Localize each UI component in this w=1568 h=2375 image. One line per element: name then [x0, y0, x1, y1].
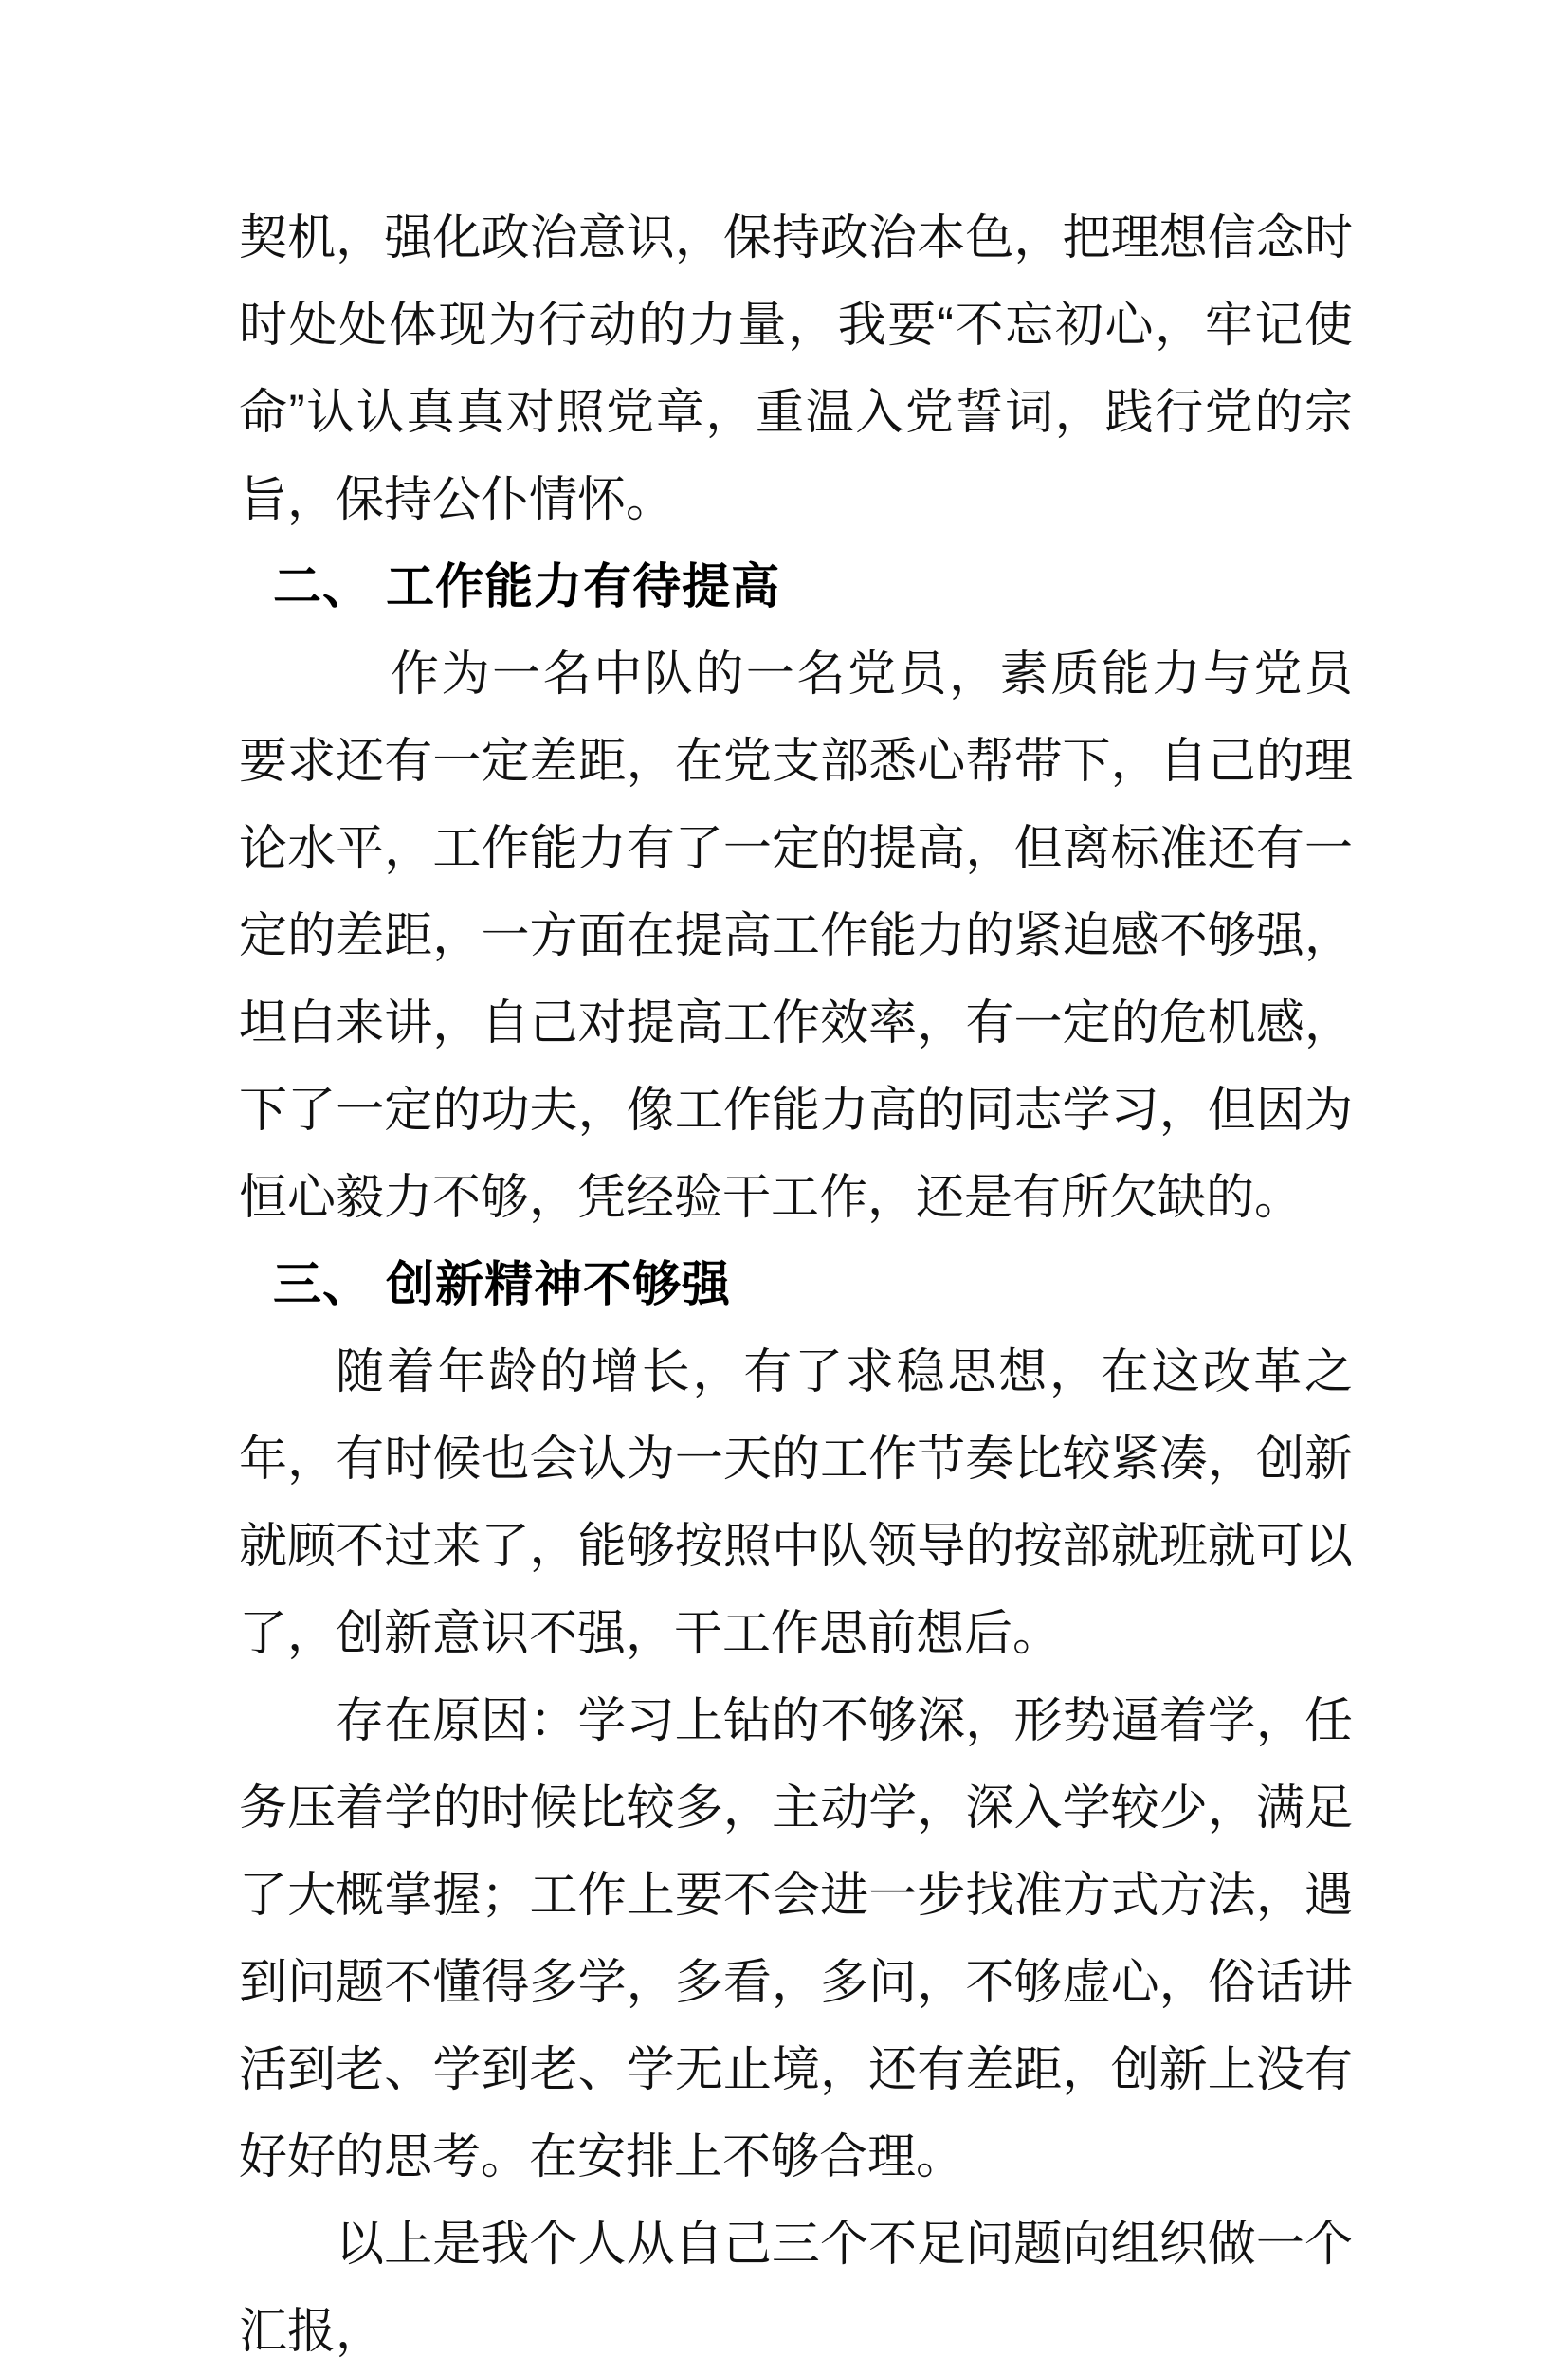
paragraph-section-two-body: 作为一名中队的一名党员，素质能力与党员要求还有一定差距，在党支部悉心帮带下，自己的理论水平，工作能力有了一定的提高，但离标准还有一定的差距，一方面在提高工作能力的紧迫感不够强，坦白来讲，自己对提高工作效率，有一定的危机感，下了一定的功夫，像工作能力高的同志学习，但因为恒心毅力不够，凭经验干工作，还是有所欠缺的。: [239, 647, 1353, 1224]
heading-section-two: 二、 工作能力有待提高: [273, 559, 781, 613]
paragraph-existing-reasons: 存在原因：学习上钻的不够深，形势逼着学，任务压着学的时候比较多，主动学，深入学较少，满足了大概掌握；工作上要不会进一步找准方式方法，遇到问题不懂得多学，多看，多问，不够虚心，俗话讲活到老、学到老、学无止境，还有差距，创新上没有好好的思考。在安排上不够合理。: [239, 1693, 1353, 2183]
document-body: [239, 194, 1353, 2375]
heading-section-three: 三、 创新精神不够强: [273, 1257, 732, 1311]
paragraph-opening: 契机，强化政治意识，保持政治本色，把理想信念时时处处体现为行动的力量，我要“不忘初心，牢记使命”认认真真对照党章，重温入党誓词，践行党的宗旨，保持公仆情怀。: [239, 210, 1353, 526]
paragraph-section-three-body: 随着年龄的增长，有了求稳思想，在这改革之年，有时候也会认为一天的工作节奏比较紧凑，创新就顾不过来了，能够按照中队领导的按部就班就可以了，创新意识不强，干工作思前想后。: [239, 1344, 1353, 1660]
paragraph-closing: 以上是我个人从自己三个不足问题向组织做一个汇报，: [239, 2217, 1353, 2358]
